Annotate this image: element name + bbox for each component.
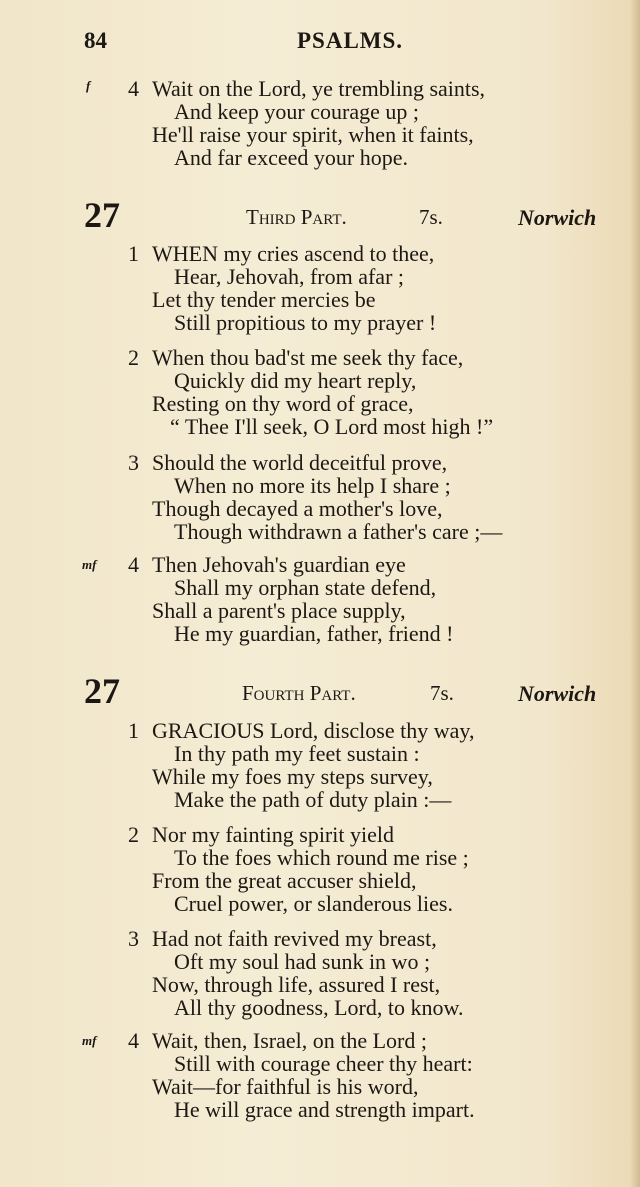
verse-line: Still with courage cheer thy heart: xyxy=(174,1051,473,1076)
verse-line: When thou bad'st me seek thy face, xyxy=(152,345,464,370)
dynamic-marker: mf xyxy=(82,557,97,572)
running-head: PSALMS. xyxy=(297,28,404,53)
verse-line: Then Jehovah's guardian eye xyxy=(152,552,406,577)
verse-line: Though withdrawn a father's care ;— xyxy=(174,519,503,544)
verse-line: And far exceed your hope. xyxy=(174,145,408,170)
verse-line: Should the world deceitful prove, xyxy=(152,450,448,475)
verse-line: Wait, then, Israel, on the Lord ; xyxy=(152,1028,427,1053)
page-edge-shadow xyxy=(630,0,640,1187)
page-number: 84 xyxy=(84,28,107,53)
verse-line: Wait on the Lord, ye trembling saints, xyxy=(152,76,486,101)
verse-line: Make the path of duty plain :— xyxy=(174,787,452,812)
tune-name: Norwich xyxy=(518,205,597,230)
verse-line: GRACIOUS Lord, disclose thy way, xyxy=(152,718,475,743)
verse-line: To the foes which round me rise ; xyxy=(174,845,469,870)
verse-line: Cruel power, or slanderous lies. xyxy=(174,891,453,916)
hymn-number: 27 xyxy=(84,195,120,235)
verse-line: Now, through life, assured I rest, xyxy=(152,972,441,997)
verse-line: Nor my fainting spirit yield xyxy=(152,822,394,847)
page-header xyxy=(0,28,640,60)
verse-line: Shall my orphan state defend, xyxy=(174,575,437,600)
stanza-number: 2 xyxy=(128,345,139,370)
verse-line: Quickly did my heart reply, xyxy=(174,368,417,393)
verse-line: WHEN my cries ascend to thee, xyxy=(152,241,435,266)
meter: 7s. xyxy=(419,205,443,229)
verse-line: Hear, Jehovah, from afar ; xyxy=(174,264,405,289)
verse-line: Still propitious to my prayer ! xyxy=(174,310,437,335)
meter: 7s. xyxy=(430,681,454,705)
verse-line: He'll raise your spirit, when it faints, xyxy=(152,122,474,147)
verse-line: When no more its help I share ; xyxy=(174,473,451,498)
stanza-number: 4 xyxy=(128,552,139,577)
verse-line: While my foes my steps survey, xyxy=(152,764,433,789)
stanza-number: 3 xyxy=(128,450,139,475)
verse-line: Shall a parent's place supply, xyxy=(152,598,406,623)
stanza-number: 1 xyxy=(128,241,139,266)
tune-name: Norwich xyxy=(518,681,597,706)
dynamic-marker: f xyxy=(86,78,91,93)
verse-line: Wait—for faithful is his word, xyxy=(152,1074,419,1099)
stanza-number: 2 xyxy=(128,822,139,847)
verse-line: He will grace and strength impart. xyxy=(174,1097,475,1122)
verse-line: From the great accuser shield, xyxy=(152,868,417,893)
verse-line: “ Thee I'll seek, O Lord most high !” xyxy=(170,414,494,439)
verse-line: Had not faith revived my breast, xyxy=(152,926,437,951)
verse-line: Though decayed a mother's love, xyxy=(152,496,443,521)
hymn-number: 27 xyxy=(84,671,120,711)
part-title: Fourth Part. xyxy=(242,681,356,705)
verse-line: All thy goodness, Lord, to know. xyxy=(174,995,464,1020)
verse-line: He my guardian, father, friend ! xyxy=(174,621,454,646)
verse-line: And keep your courage up ; xyxy=(174,99,419,124)
stanza-number: 4 xyxy=(128,76,139,101)
verse-line: Resting on thy word of grace, xyxy=(152,391,414,416)
dynamic-marker: mf xyxy=(82,1033,97,1048)
verse-line: In thy path my feet sustain : xyxy=(174,741,420,766)
verse-line: Let thy tender mercies be xyxy=(152,287,376,312)
stanza-number: 1 xyxy=(128,718,139,743)
stanza-number: 3 xyxy=(128,926,139,951)
stanza-number: 4 xyxy=(128,1028,139,1053)
part-title: Third Part. xyxy=(246,205,347,229)
verse-line: Oft my soul had sunk in wo ; xyxy=(174,949,431,974)
